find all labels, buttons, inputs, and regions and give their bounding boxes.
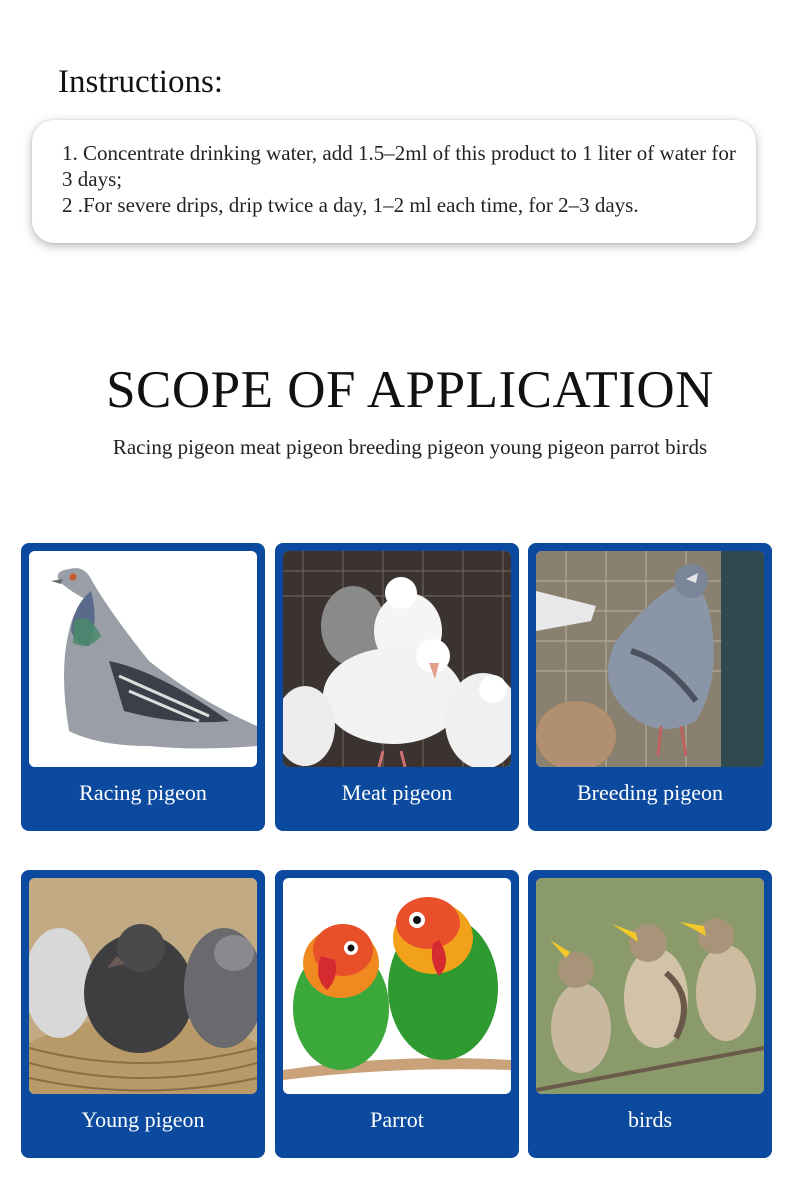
card-racing-pigeon bbox=[21, 543, 265, 831]
young-pigeon-photo bbox=[29, 878, 257, 1094]
instruction-line-1: 1. Concentrate drinking water, add 1.5–2ml of this product to 1 liter of water for 3 days; bbox=[62, 141, 736, 191]
meat-pigeon-photo bbox=[283, 551, 511, 767]
scope-subtitle: Racing pigeon meat pigeon breeding pigeon young pigeon parrot birds bbox=[112, 435, 708, 459]
instruction-line-2: 2 .For severe drips, drip twice a day, 1–2 ml each time, for 2–3 days. bbox=[62, 193, 639, 217]
birds-photo bbox=[536, 878, 764, 1094]
scope-title: SCOPE OF APPLICATION bbox=[106, 361, 714, 419]
card-label: Breeding pigeon bbox=[576, 780, 724, 805]
card-meat-pigeon bbox=[275, 543, 519, 831]
card-label: Racing pigeon bbox=[79, 780, 207, 805]
card-label: birds bbox=[628, 1107, 672, 1132]
card-label: Young pigeon bbox=[81, 1107, 205, 1132]
card-young-pigeon bbox=[21, 870, 265, 1158]
card-parrot bbox=[275, 870, 519, 1158]
racing-pigeon-photo bbox=[29, 551, 257, 767]
card-birds bbox=[528, 870, 772, 1158]
breeding-pigeon-photo bbox=[536, 551, 764, 767]
card-breeding-pigeon bbox=[528, 543, 772, 831]
instructions-heading: Instructions: bbox=[58, 64, 223, 100]
instructions-box bbox=[32, 120, 756, 243]
parrot-photo bbox=[283, 878, 511, 1094]
card-label: Meat pigeon bbox=[341, 780, 453, 805]
card-label: Parrot bbox=[370, 1107, 424, 1132]
